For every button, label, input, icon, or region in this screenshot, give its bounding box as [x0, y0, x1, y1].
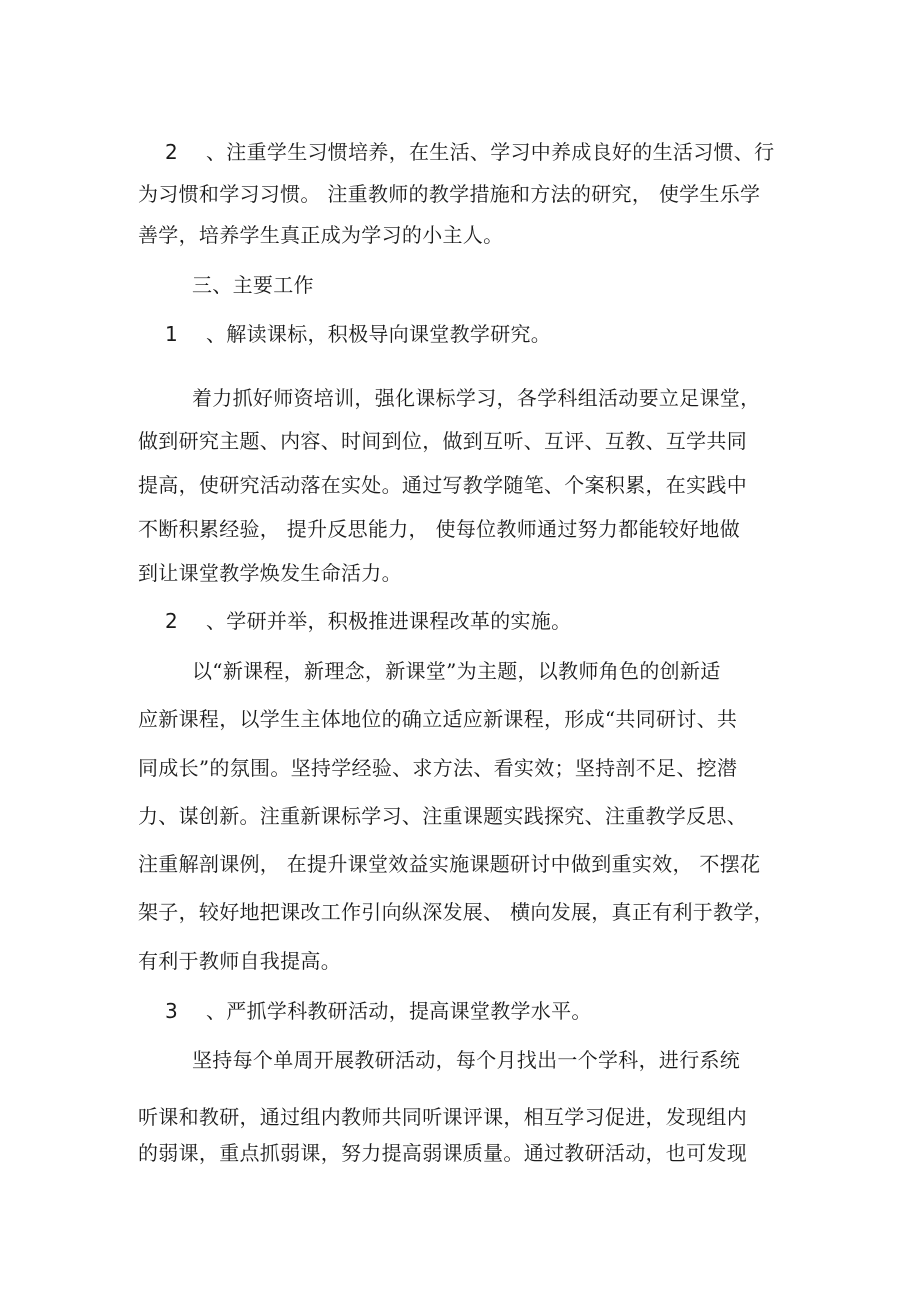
text-line: 架子，较好地把课改工作引向纵深发展、 横向发展，真正有利于教学，: [138, 900, 774, 924]
text-line: 以“新课程，新理念，新课堂”为主题，以教师角色的创新适: [192, 659, 721, 683]
text-line: 坚持每个单周开展教研活动，每个月找出一个学科，进行系统: [192, 1048, 741, 1072]
text-line: 、注重学生习惯培养，在生活、学习中养成良好的生活习惯、行: [206, 140, 775, 164]
text-line: 做到研究主题、内容、时间到位，做到互听、互评、互教、互学共同: [138, 429, 747, 453]
text-line: 注重解剖课例， 在提升课堂效益实施课题研讨中做到重实效， 不摆花: [138, 852, 761, 876]
paragraph-number: 2: [165, 140, 178, 164]
text-line: 为习惯和学习习惯。 注重教师的教学措施和方法的研究， 使学生乐学: [138, 182, 761, 206]
text-line: 同成长”的氛围。坚持学经验、求方法、看实效；坚持剖不足、挖潜: [138, 756, 738, 780]
item-title: 、学研并举，积极推进课程改革的实施。: [206, 609, 572, 633]
text-line: 不断积累经验， 提升反思能力， 使每位教师通过努力都能较好地做: [138, 517, 741, 541]
item-number: 3: [165, 999, 178, 1023]
text-line: 提高，使研究活动落在实处。通过写教学随笔、个案积累，在实践中: [138, 473, 747, 497]
item-number: 2: [165, 609, 178, 633]
item-number: 1: [165, 322, 178, 346]
text-line: 听课和教研，通过组内教师共同听课评课，相互学习促进，发现组内: [138, 1105, 747, 1129]
section-heading: 三、主要工作: [192, 273, 314, 297]
text-line: 力、谋创新。注重新课标学习、注重课题实践探究、注重教学反思、: [138, 804, 747, 828]
text-line: 到让课堂教学焕发生命活力。: [138, 561, 402, 585]
text-line: 着力抓好师资培训，强化课标学习，各学科组活动要立足课堂，: [192, 386, 761, 410]
text-line: 善学，培养学生真正成为学习的小主人。: [138, 223, 504, 247]
text-line: 应新课程，以学生主体地位的确立适应新课程，形成“共同研讨、共: [138, 707, 738, 731]
item-title: 、严抓学科教研活动，提高课堂教学水平。: [206, 999, 592, 1023]
text-line: 的弱课，重点抓弱课，努力提高弱课质量。通过教研活动，也可发现: [138, 1141, 747, 1165]
item-title: 、解读课标，积极导向课堂教学研究。: [206, 322, 552, 346]
text-line: 有利于教师自我提高。: [138, 949, 341, 973]
